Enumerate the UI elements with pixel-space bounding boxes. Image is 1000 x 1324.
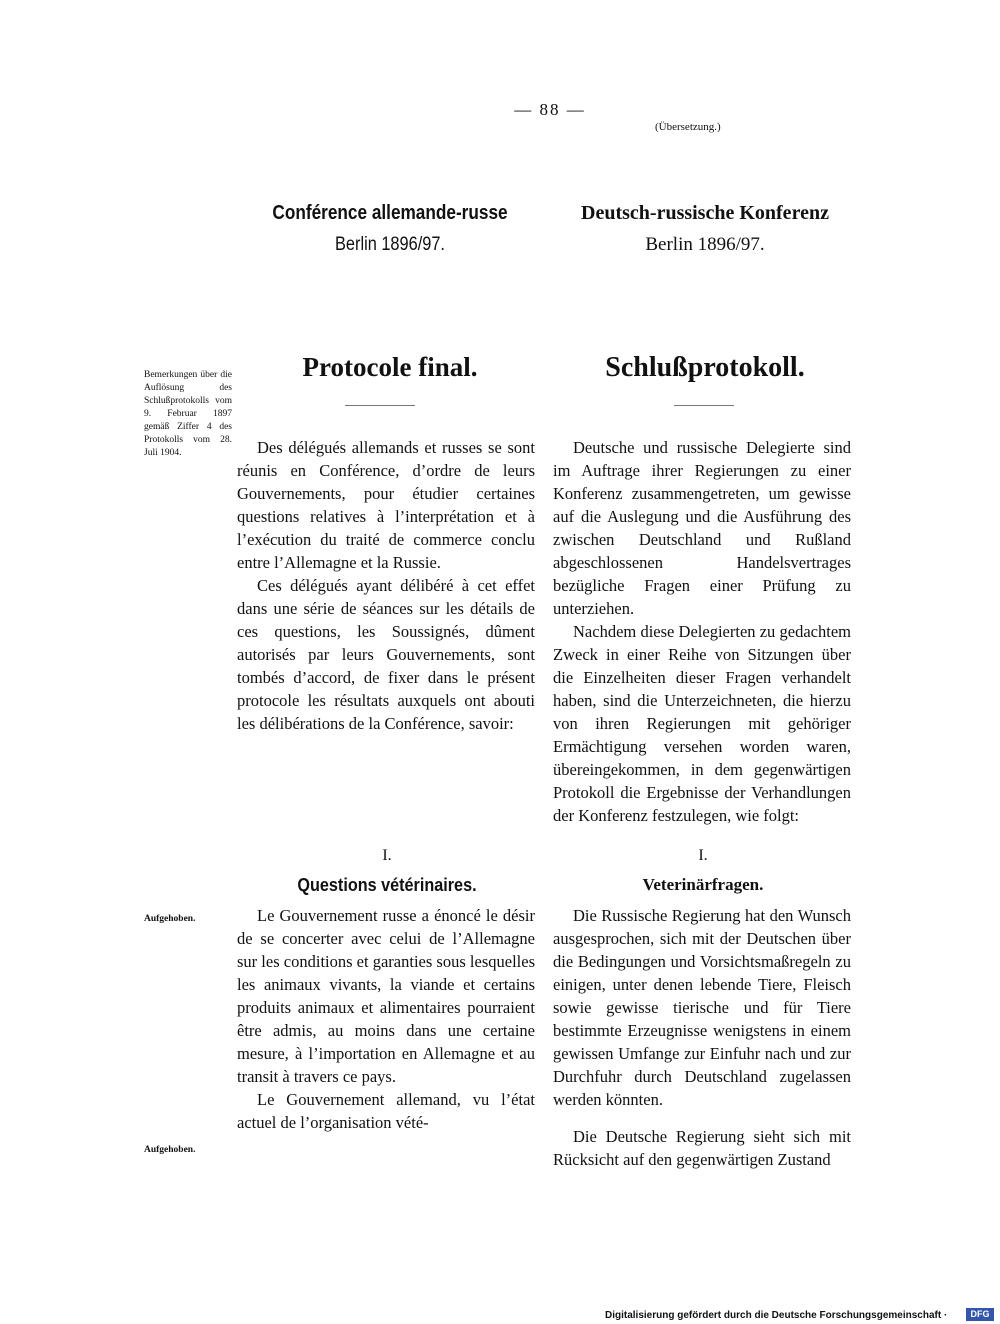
section1-paragraph-fr-1: Le Gouvernement russe a énoncé le désir de se concerter avec celui de l’Allemagne sur les conditions et garanties sous lesquelles les animaux vivants, la viande et certains produits animaux et alimentaires pourraient être admis, au moins dans une certaine mesure, à l’importation en Allemagne et au transit à travers ce pays. [237,906,535,1086]
dfg-logo: DFG [966,1308,994,1321]
section1-paragraph-de-2: Die Deutsche Regierung sieht sich mit Rücksicht auf den gegenwärtigen Zustand [553,1127,851,1169]
intro-paragraph-fr-2: Ces délégués ayant délibéré à cet effet dans une série de séances sur les détails de ces questions, les Soussignés, dûment autorisés par leurs Gouvernements, sont tombés d’accord, de fixer dans le présent protocole les résultats auxquels ont abouti les délibérations de la Conférence, savoir: [237,576,535,733]
page-number: — 88 — [514,100,586,119]
protocol-title-de: Schlußprotokoll. [605,352,805,383]
intro-paragraph-de-1: Deutsche und russische Delegierte sind im Auftrage ihrer Regierungen zu einer Konferenz zusammengetreten, um gewisse auf die Auslegung und die Ausführung des zwischen Deutschland und Rußland abgeschlossenen Handelsvertrages bezügliche Fragen einer Prüfung zu unterziehen. [553,438,851,618]
section1-column-fr [237,904,535,1134]
conference-title-fr: Conférence allemande-russe [272,202,508,224]
section-number-fr: I. [382,847,392,864]
section1-paragraph-fr-2: Le Gouvernement allemand, vu l’état actuel de l’organisation vété- [237,1090,535,1132]
protocol-title-fr: Protocole final. [302,352,478,382]
intro-column-fr [237,436,535,735]
section1-paragraph-de-1: Die Russische Regierung hat den Wunsch ausgesprochen, sich mit der Deutschen über die Bedingungen und Vorsichtsmaßregeln zu einigen, unter denen lebende Tiere, Fleisch sowie gewisse tierische und für Tiere bestimmte Erzeugnisse wenigstens in einem gewissen Umfange zur Einfuhr nach und zur Durchfuhr durch Deutschland zugelassen werden könnten. [553,906,851,1109]
divider-de [674,405,734,406]
intro-paragraph-fr-1: Des délégués allemands et russes se sont réunis en Conférence, d’ordre de leurs Gouvernements, pour étudier certaines questions relatives à l’interprétation et à l’exécution du traité de commerce conclu entre l’Allemagne et la Russie. [237,438,535,572]
margin-note-remarks: Bemerkungen über die Auflösung des Schlußprotokolls vom 9. Februar 1897 gemäß Ziffer 4 des Protokolls vom 28. Juli 1904. [144,370,232,458]
digitization-credit: Digitalisierung gefördert durch die Deutsche Forschungsgemeinschaft · [605,1310,948,1321]
section-title-de: Veterinärfragen. [642,875,764,894]
conference-subtitle-fr: Berlin 1896/97. [335,234,445,255]
section-title-fr: Questions vétérinaires. [297,875,477,895]
section-number-de: I. [698,847,708,864]
conference-title-de: Deutsch-russische Konferenz [581,202,829,224]
section1-column-de [553,904,851,1171]
margin-note-aufgehoben-2: Aufgehoben. [144,1145,196,1155]
intro-column-de [553,436,851,827]
divider-fr [345,405,415,406]
margin-note-aufgehoben-1: Aufgehoben. [144,914,196,924]
translation-note: (Übersetzung.) [655,121,721,133]
intro-paragraph-de-2: Nachdem diese Delegierten zu gedachtem Zweck in einer Reihe von Sitzungen über die Einzelheiten dieser Fragen verhandelt haben, sind die Unterzeichneten, die hierzu von ihren Regierungen mit gehöriger Ermächtigung versehen worden waren, übereingekommen, in dem gegenwärtigen Protokoll die Ergebnisse der Verhandlungen der Konferenz festzulegen, wie folgt: [553,622,851,825]
conference-subtitle-de: Berlin 1896/97. [645,234,765,255]
